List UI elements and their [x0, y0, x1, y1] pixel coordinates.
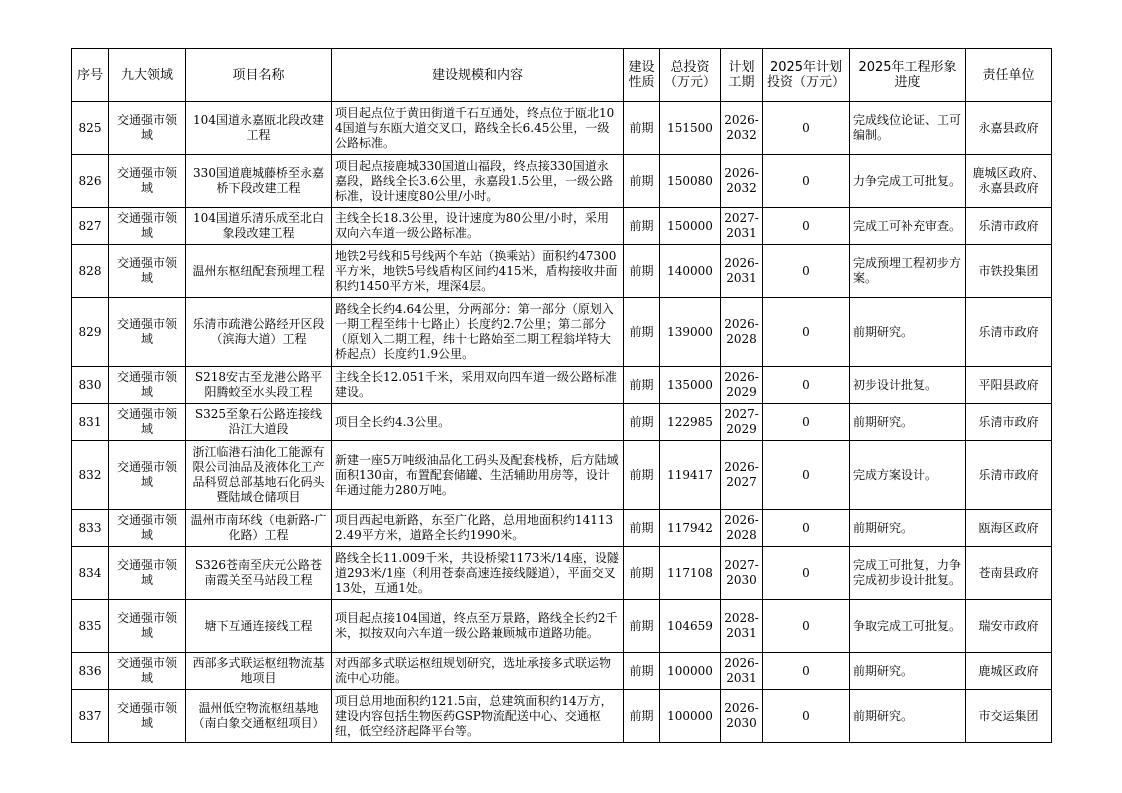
cell-plan-2025: 0 — [763, 600, 850, 653]
cell-total-investment: 150000 — [660, 208, 721, 245]
table-row — [72, 547, 1052, 600]
cell-responsible-unit: 平阳县政府 — [966, 367, 1052, 404]
cell-progress-2025: 前期研究。 — [850, 404, 966, 441]
cell-responsible-unit: 瑞安市政府 — [966, 600, 1052, 653]
cell-field: 交通强市领域 — [109, 600, 186, 653]
cell-field: 交通强市领域 — [109, 155, 186, 208]
table-row — [72, 510, 1052, 547]
header-seq: 序号 — [72, 49, 109, 102]
cell-project-name: 330国道鹿城藤桥至永嘉桥下段改建工程 — [186, 155, 332, 208]
cell-total-investment: 151500 — [660, 102, 721, 155]
cell-period: 2026-2029 — [721, 367, 763, 404]
cell-field: 交通强市领域 — [109, 367, 186, 404]
cell-period: 2026-2032 — [721, 155, 763, 208]
cell-project-name: 104国道乐清乐成至北白象段改建工程 — [186, 208, 332, 245]
cell-seq: 828 — [72, 245, 109, 298]
cell-responsible-unit: 乐清市政府 — [966, 208, 1052, 245]
cell-project-name: 西部多式联运枢纽物流基地项目 — [186, 653, 332, 690]
cell-content: 路线全长11.009千米，共设桥梁1173米/14座，设隧道293米/1座（利用苍泰高速连接线隧道），平面交叉13处，互通1处。 — [332, 547, 624, 600]
cell-total-investment: 122985 — [660, 404, 721, 441]
cell-period: 2027-2029 — [721, 404, 763, 441]
cell-progress-2025: 前期研究。 — [850, 298, 966, 367]
cell-seq: 834 — [72, 547, 109, 600]
cell-period: 2026-2031 — [721, 245, 763, 298]
cell-period: 2028-2031 — [721, 600, 763, 653]
cell-content: 地铁2号线和5号线两个车站（换乘站）面积约47300平方米，地铁5号线盾构区间约415米，盾构接收井面积约1450平方米，埋深4层。 — [332, 245, 624, 298]
cell-nature: 前期 — [624, 510, 660, 547]
cell-progress-2025: 力争完成工可批复。 — [850, 155, 966, 208]
cell-period: 2026-2028 — [721, 298, 763, 367]
cell-progress-2025: 完成预埋工程初步方案。 — [850, 245, 966, 298]
cell-seq: 831 — [72, 404, 109, 441]
table-row — [72, 600, 1052, 653]
cell-plan-2025: 0 — [763, 102, 850, 155]
cell-content: 项目全长约4.3公里。 — [332, 404, 624, 441]
cell-total-investment: 140000 — [660, 245, 721, 298]
cell-period: 2026-2031 — [721, 653, 763, 690]
table-row — [72, 298, 1052, 367]
cell-seq: 827 — [72, 208, 109, 245]
cell-seq: 833 — [72, 510, 109, 547]
cell-nature: 前期 — [624, 690, 660, 743]
cell-responsible-unit: 永嘉县政府 — [966, 102, 1052, 155]
cell-nature: 前期 — [624, 298, 660, 367]
cell-progress-2025: 前期研究。 — [850, 653, 966, 690]
cell-total-investment: 117942 — [660, 510, 721, 547]
cell-field: 交通强市领域 — [109, 298, 186, 367]
table-row — [72, 690, 1052, 743]
cell-period: 2026-2032 — [721, 102, 763, 155]
cell-progress-2025: 前期研究。 — [850, 510, 966, 547]
header-period: 计划工期 — [721, 49, 763, 102]
cell-field: 交通强市领域 — [109, 653, 186, 690]
cell-seq: 825 — [72, 102, 109, 155]
cell-seq: 836 — [72, 653, 109, 690]
cell-period: 2026-2028 — [721, 510, 763, 547]
cell-nature: 前期 — [624, 208, 660, 245]
cell-field: 交通强市领域 — [109, 245, 186, 298]
cell-total-investment: 150080 — [660, 155, 721, 208]
cell-plan-2025: 0 — [763, 155, 850, 208]
cell-content: 项目西起电新路，东至广化路，总用地面积约141132.49平方米，道路全长约1990米。 — [332, 510, 624, 547]
table-row — [72, 155, 1052, 208]
cell-content: 路线全长约4.64公里，分两部分：第一部分（原划入一期工程至纬十七路止）长度约2.7公里；第二部分（原划入二期工程，纬十七路始至二期工程翁垟特大桥起点）长度约1.9公里。 — [332, 298, 624, 367]
cell-period: 2027-2030 — [721, 547, 763, 600]
header-total-investment: 总投资（万元） — [660, 49, 721, 102]
cell-progress-2025: 完成工可批复，力争完成初步设计批复。 — [850, 547, 966, 600]
cell-period: 2027-2031 — [721, 208, 763, 245]
cell-progress-2025: 前期研究。 — [850, 690, 966, 743]
cell-total-investment: 104659 — [660, 600, 721, 653]
table-row — [72, 653, 1052, 690]
header-nature: 建设性质 — [624, 49, 660, 102]
cell-period: 2026-2027 — [721, 441, 763, 510]
cell-nature: 前期 — [624, 367, 660, 404]
table-row — [72, 102, 1052, 155]
table-row — [72, 441, 1052, 510]
table-row — [72, 208, 1052, 245]
cell-nature: 前期 — [624, 245, 660, 298]
cell-seq: 826 — [72, 155, 109, 208]
cell-responsible-unit: 市交运集团 — [966, 690, 1052, 743]
cell-content: 新建一座5万吨级油品化工码头及配套栈桥，后方陆域面积130亩，布置配套储罐、生活辅助用房等，设计年通过能力280万吨。 — [332, 441, 624, 510]
cell-progress-2025: 完成方案设计。 — [850, 441, 966, 510]
cell-content: 项目总用地面积约121.5亩，总建筑面积约14万方，建设内容包括生物医药GSP物流配送中心、交通枢纽，低空经济起降平台等。 — [332, 690, 624, 743]
cell-responsible-unit: 乐清市政府 — [966, 298, 1052, 367]
cell-nature: 前期 — [624, 547, 660, 600]
cell-progress-2025: 完成工可补充审查。 — [850, 208, 966, 245]
cell-nature: 前期 — [624, 404, 660, 441]
cell-nature: 前期 — [624, 441, 660, 510]
cell-responsible-unit: 鹿城区政府 — [966, 653, 1052, 690]
cell-plan-2025: 0 — [763, 690, 850, 743]
cell-total-investment: 119417 — [660, 441, 721, 510]
cell-seq: 830 — [72, 367, 109, 404]
cell-content: 主线全长12.051千米，采用双向四车道一级公路标准建设。 — [332, 367, 624, 404]
cell-nature: 前期 — [624, 653, 660, 690]
cell-content: 对西部多式联运枢纽规划研究，选址承接多式联运物流中心功能。 — [332, 653, 624, 690]
cell-nature: 前期 — [624, 155, 660, 208]
cell-total-investment: 139000 — [660, 298, 721, 367]
cell-project-name: 塘下互通连接线工程 — [186, 600, 332, 653]
cell-responsible-unit: 瓯海区政府 — [966, 510, 1052, 547]
cell-seq: 829 — [72, 298, 109, 367]
cell-field: 交通强市领域 — [109, 208, 186, 245]
cell-project-name: S218安古至龙港公路平阳腾蛟至水头段工程 — [186, 367, 332, 404]
cell-plan-2025: 0 — [763, 367, 850, 404]
cell-field: 交通强市领域 — [109, 404, 186, 441]
cell-total-investment: 117108 — [660, 547, 721, 600]
cell-project-name: S325至象石公路连接线沿江大道段 — [186, 404, 332, 441]
cell-progress-2025: 争取完成工可批复。 — [850, 600, 966, 653]
cell-field: 交通强市领域 — [109, 690, 186, 743]
cell-nature: 前期 — [624, 102, 660, 155]
cell-project-name: 浙江临港石油化工能源有限公司油品及液体化工产品科贸总部基地石化码头暨陆域仓储项目 — [186, 441, 332, 510]
cell-plan-2025: 0 — [763, 510, 850, 547]
cell-nature: 前期 — [624, 600, 660, 653]
cell-total-investment: 100000 — [660, 653, 721, 690]
cell-field: 交通强市领域 — [109, 441, 186, 510]
cell-field: 交通强市领域 — [109, 510, 186, 547]
header-field: 九大领域 — [109, 49, 186, 102]
header-progress-2025: 2025年工程形象进度 — [850, 49, 966, 102]
table-header-row — [72, 49, 1052, 102]
cell-responsible-unit: 鹿城区政府、永嘉县政府 — [966, 155, 1052, 208]
header-project-name: 项目名称 — [186, 49, 332, 102]
cell-content: 项目起点位于黄田街道千石互通处，终点位于瓯北104国道与东瓯大道交叉口，路线全长6.45公里，一级公路标准。 — [332, 102, 624, 155]
table-row — [72, 245, 1052, 298]
cell-content: 主线全长18.3公里，设计速度为80公里/小时，采用双向六车道一级公路标准。 — [332, 208, 624, 245]
table-body — [72, 102, 1052, 743]
cell-responsible-unit: 苍南县政府 — [966, 547, 1052, 600]
cell-project-name: 乐清市疏港公路经开区段（滨海大道）工程 — [186, 298, 332, 367]
cell-project-name: 温州市南环线（电新路-广化路）工程 — [186, 510, 332, 547]
cell-plan-2025: 0 — [763, 404, 850, 441]
cell-seq: 835 — [72, 600, 109, 653]
cell-responsible-unit: 市铁投集团 — [966, 245, 1052, 298]
cell-total-investment: 100000 — [660, 690, 721, 743]
cell-project-name: S326苍南至庆元公路苍南霞关至马站段工程 — [186, 547, 332, 600]
cell-field: 交通强市领域 — [109, 547, 186, 600]
cell-responsible-unit: 乐清市政府 — [966, 404, 1052, 441]
cell-seq: 837 — [72, 690, 109, 743]
cell-content: 项目起点接104国道，终点至万景路，路线全长约2千米，拟按双向六车道一级公路兼顾城市道路功能。 — [332, 600, 624, 653]
cell-progress-2025: 初步设计批复。 — [850, 367, 966, 404]
cell-period: 2026-2030 — [721, 690, 763, 743]
cell-project-name: 104国道永嘉瓯北段改建工程 — [186, 102, 332, 155]
cell-progress-2025: 完成线位论证、工可编制。 — [850, 102, 966, 155]
table-row — [72, 404, 1052, 441]
header-responsible-unit: 责任单位 — [966, 49, 1052, 102]
cell-seq: 832 — [72, 441, 109, 510]
project-table — [71, 48, 1052, 743]
cell-content: 项目起点接鹿城330国道山福段，终点接330国道永嘉段，路线全长3.6公里，永嘉段1.5公里，一级公路标准，设计速度80公里/小时。 — [332, 155, 624, 208]
header-plan-2025: 2025年计划投资（万元） — [763, 49, 850, 102]
cell-plan-2025: 0 — [763, 245, 850, 298]
cell-plan-2025: 0 — [763, 441, 850, 510]
table-row — [72, 367, 1052, 404]
cell-total-investment: 135000 — [660, 367, 721, 404]
cell-plan-2025: 0 — [763, 653, 850, 690]
cell-field: 交通强市领域 — [109, 102, 186, 155]
cell-plan-2025: 0 — [763, 208, 850, 245]
cell-responsible-unit: 乐清市政府 — [966, 441, 1052, 510]
cell-plan-2025: 0 — [763, 547, 850, 600]
cell-project-name: 温州低空物流枢纽基地（南白象交通枢纽项目） — [186, 690, 332, 743]
header-content: 建设规模和内容 — [332, 49, 624, 102]
cell-plan-2025: 0 — [763, 298, 850, 367]
cell-project-name: 温州东枢纽配套预埋工程 — [186, 245, 332, 298]
